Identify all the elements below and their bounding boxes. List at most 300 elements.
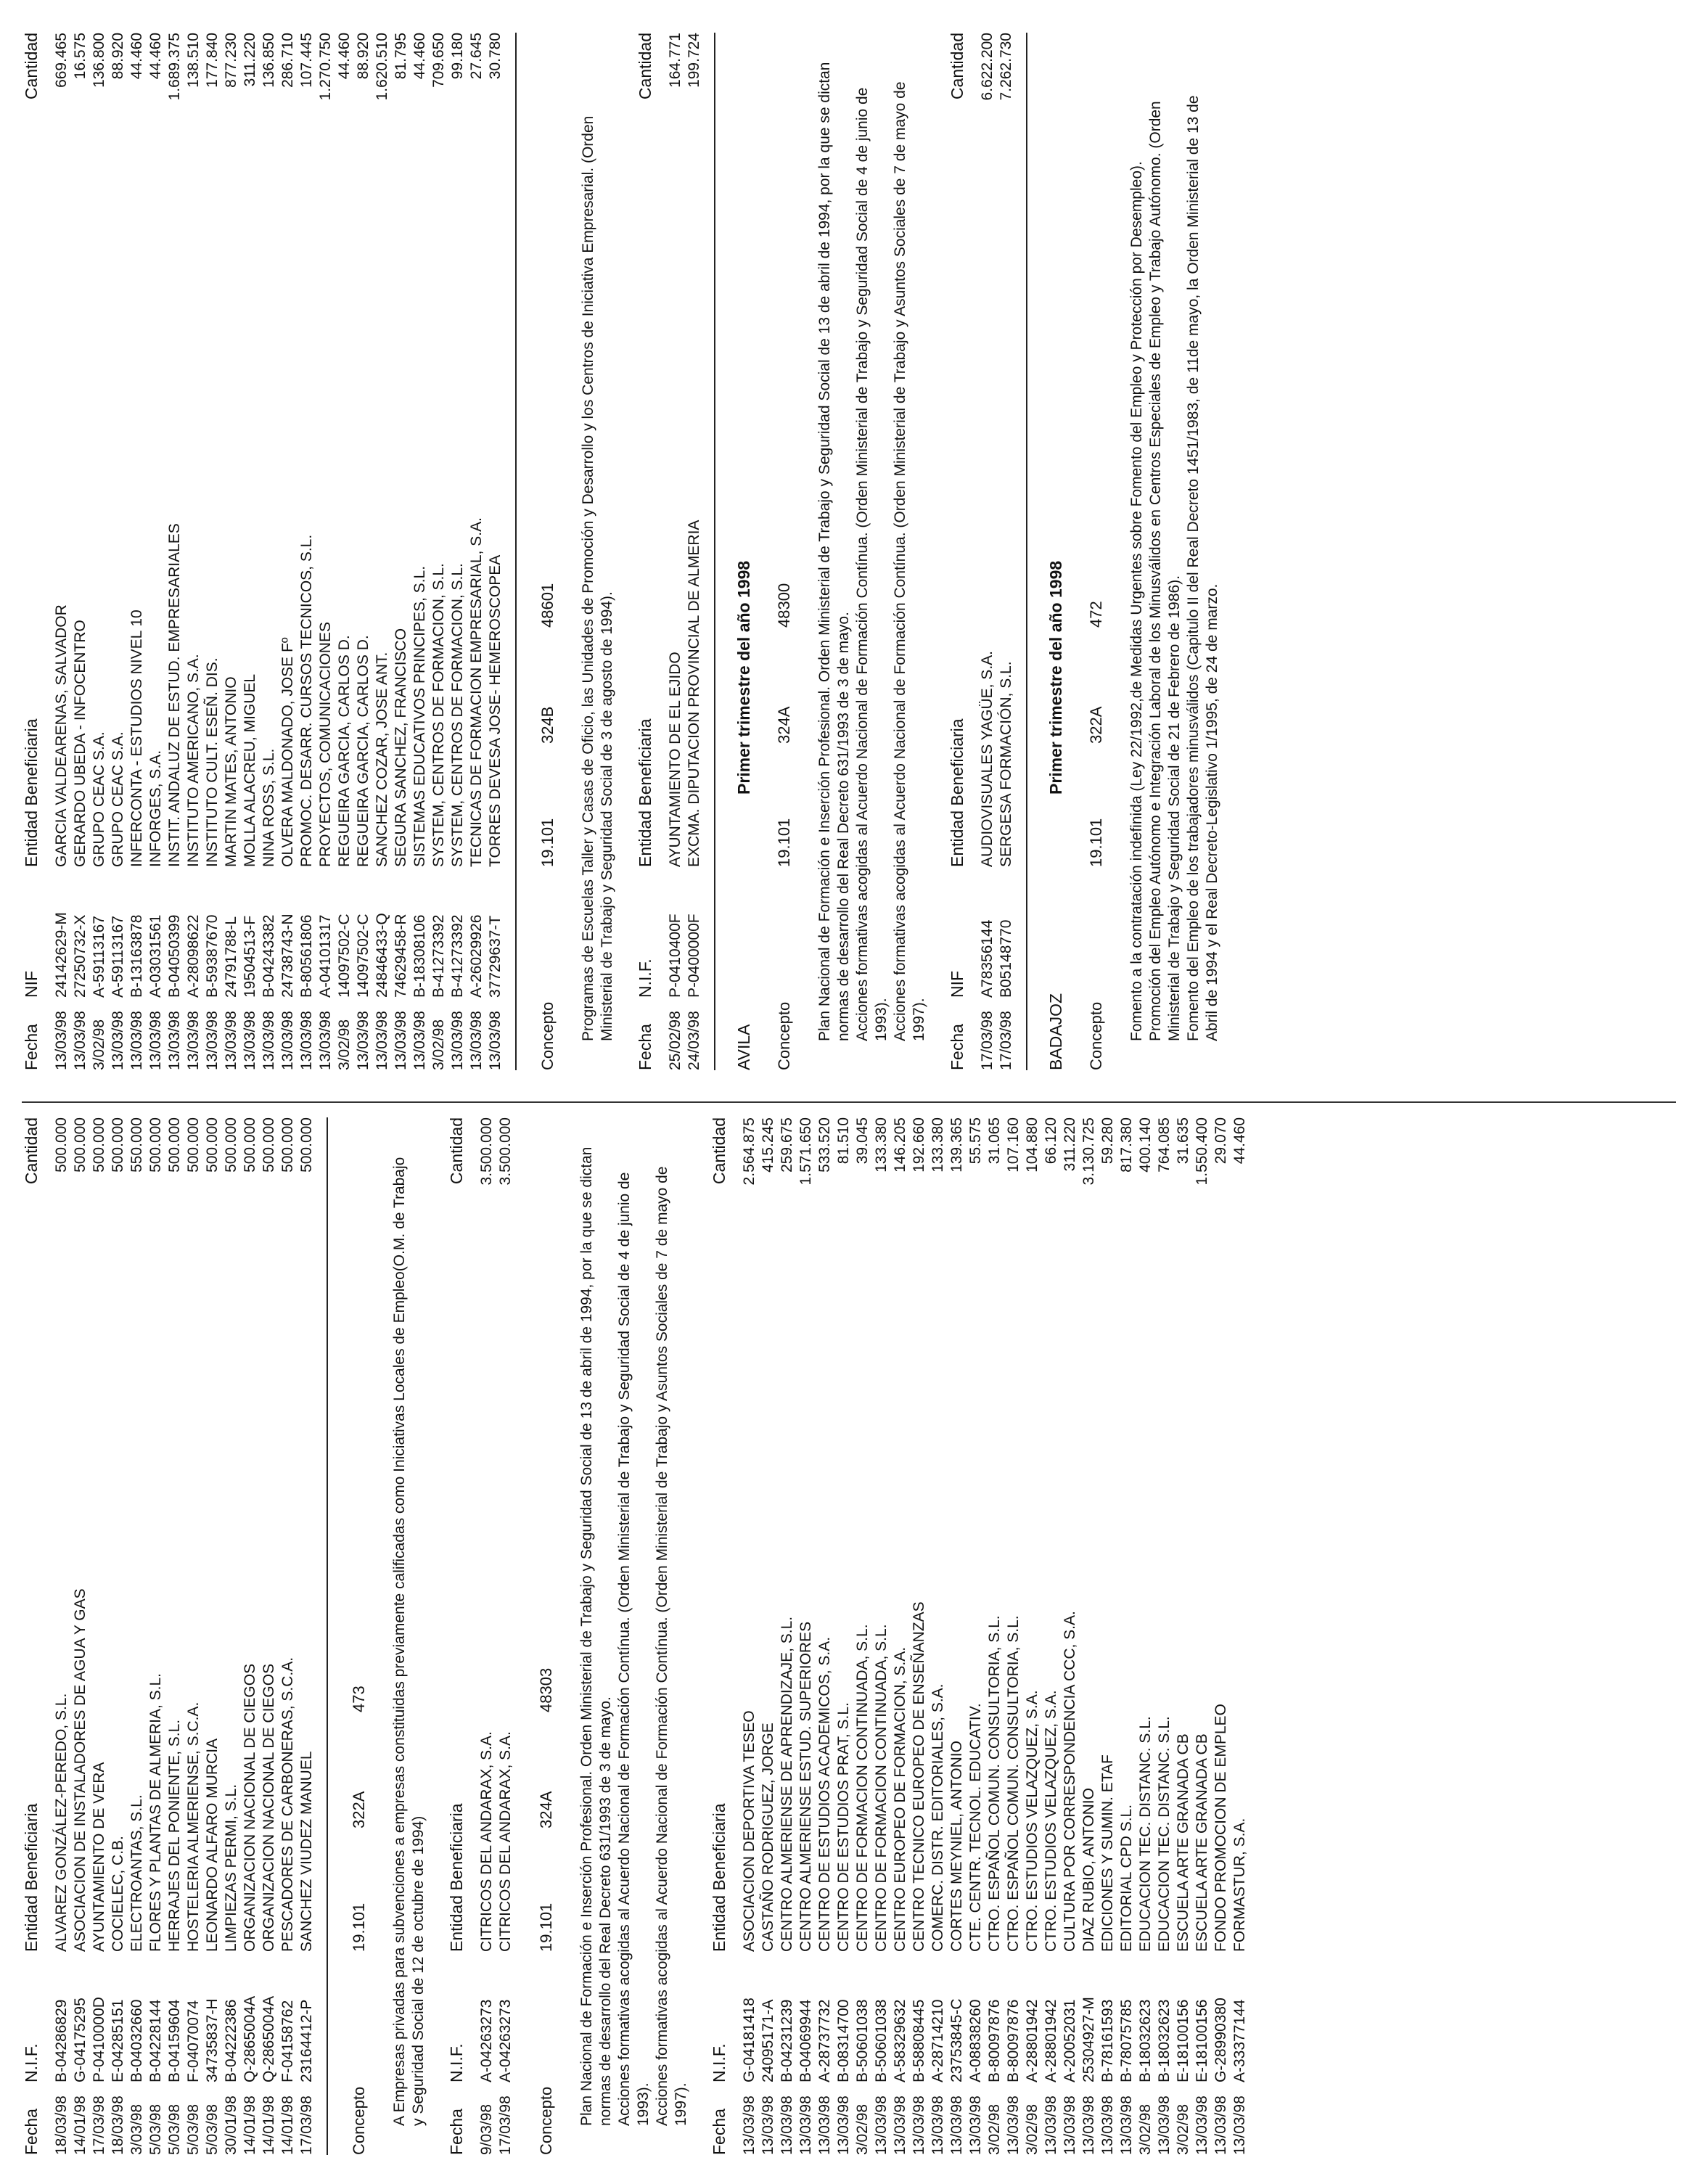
table-row <box>335 33 354 1070</box>
row-cantidad: 500.000 <box>91 1117 107 1173</box>
row-cantidad: 415.245 <box>760 1117 776 1173</box>
row-entidad: SANCHEZ VIUDEZ MANUEL <box>298 1751 315 1952</box>
table-header <box>22 33 41 1070</box>
concept-description <box>579 62 617 1041</box>
row-entidad: CTRO. ESPAÑOL COMUN. CONSULTORIA, S.L. <box>986 1615 1003 1952</box>
row-nif: E-04285151 <box>110 1999 126 2082</box>
row-fecha: 3/02/98 <box>1175 2103 1191 2155</box>
row-nif: P-0400000F <box>686 914 702 998</box>
row-nif: F-04070074 <box>185 2000 202 2082</box>
table-row <box>778 1117 797 2155</box>
concept-code: 472 <box>1087 601 1105 628</box>
concept-section: 19.101 <box>1087 818 1105 867</box>
table-row <box>740 1117 759 2155</box>
row-nif: B-04231239 <box>779 1999 795 2082</box>
row-nif: A-28801942 <box>1024 1999 1041 2082</box>
header-nif: N.I.F. <box>636 958 654 998</box>
row-entidad: CENTRO DE FORMACION CONTINUADA, S.L. <box>854 1624 871 1952</box>
row-nif: A-04263273 <box>497 1999 514 2082</box>
concept-section: 19.101 <box>538 818 557 867</box>
row-entidad: LEONARDO ALFARO MURCIA <box>204 1738 221 1952</box>
paragraph: Plan Nacional de Formación e Inserción Profesional. Orden Ministerial de Trabajo y Seguridad Social de 13 de abril de 1994, por la que se dictan normas de desarrollo del Real Decreto 631/1993 de 3 de mayo. <box>578 1146 614 2126</box>
row-cantidad: 709.650 <box>430 33 447 88</box>
table-row <box>354 33 373 1070</box>
row-cantidad: 30.780 <box>487 33 504 80</box>
row-entidad: SYSTEM, CENTROS DE FORMACION, S.L. <box>449 563 466 867</box>
concept-line <box>350 1117 369 2155</box>
table-body <box>978 33 1016 1070</box>
row-entidad: CENTRO DE ESTUDIOS ACADEMICOS, S.A. <box>816 1636 833 1952</box>
row-entidad: EDICIONES Y SUMIN. ETAF <box>1099 1754 1116 1952</box>
row-fecha: 13/03/98 <box>260 1011 277 1070</box>
row-nif: A-33377144 <box>1231 1999 1248 2082</box>
row-nif: 24846433-Q <box>374 913 390 998</box>
concept-code: 48601 <box>538 583 557 628</box>
row-entidad: ESCUELA ARTE GRANADA CB <box>1194 1733 1210 1952</box>
row-fecha: 13/03/98 <box>967 2095 984 2155</box>
row-cantidad: 59.280 <box>1099 1117 1116 1165</box>
row-fecha: 13/03/98 <box>166 1011 183 1070</box>
row-cantidad: 39.045 <box>854 1117 871 1165</box>
concept-line <box>775 33 794 1070</box>
table-row <box>297 1117 316 2155</box>
row-cantidad: 81.510 <box>835 1117 852 1165</box>
row-entidad: MARTIN MATES, ANTONIO <box>223 676 239 867</box>
table-row <box>997 33 1016 1070</box>
table-row <box>241 1117 260 2155</box>
row-fecha: 3/02/98 <box>854 2103 871 2155</box>
row-cantidad: 55.575 <box>967 1117 984 1165</box>
table-row <box>184 1117 203 2155</box>
concept-section: 19.101 <box>537 1902 555 1952</box>
row-cantidad: 44.460 <box>128 33 145 80</box>
table-body <box>666 33 704 1070</box>
table-row <box>90 33 109 1070</box>
concept-program: 322A <box>350 1791 368 1828</box>
table-header <box>636 33 654 1070</box>
row-fecha: 5/03/98 <box>185 2103 202 2155</box>
header-nif: N.I.F. <box>22 2043 41 2082</box>
row-fecha: 13/03/98 <box>147 1011 164 1070</box>
row-nif: B-04222386 <box>223 1999 239 2082</box>
table-row <box>411 33 430 1070</box>
table-row <box>853 1117 872 2155</box>
row-cantidad: 44.460 <box>147 33 164 80</box>
row-entidad: FONDO PROMOCION DE EMPLEO <box>1212 1704 1229 1952</box>
row-fecha: 13/03/98 <box>741 2095 758 2155</box>
row-nif: A-20052031 <box>1062 1999 1078 2082</box>
row-cantidad: 2.564.875 <box>741 1117 758 1186</box>
row-cantidad: 146.205 <box>892 1117 908 1173</box>
row-cantidad: 16.575 <box>72 33 89 80</box>
row-entidad: CTRO. ESPAÑOL COMUN. CONSULTORIA, S.L. <box>1005 1615 1022 1952</box>
row-cantidad: 764.085 <box>1156 1117 1173 1173</box>
row-cantidad: 286.710 <box>279 33 296 88</box>
row-fecha: 13/03/98 <box>487 1011 504 1070</box>
row-nif: 24791788-L <box>223 916 239 998</box>
row-nif: 24095171-A <box>760 1999 776 2082</box>
table-row <box>872 1117 891 2155</box>
row-cantidad: 192.660 <box>911 1117 927 1173</box>
row-fecha: 13/03/98 <box>374 1011 390 1070</box>
row-entidad: EDUCACION TEC. DISTANC. S.L. <box>1156 1716 1173 1952</box>
row-entidad: GERARDO UBEDA - INFOCENTRO <box>72 620 89 867</box>
table-row <box>241 33 260 1070</box>
row-entidad: CTRO. ESTUDIOS VELAZQUEZ, S.A. <box>1024 1690 1041 1952</box>
paragraph: Fomento a la contratación indefinida (Ley 22/1992,de Medidas Urgentes sobre Fomento del Empleo y Protección por Desempleo). <box>1128 161 1145 1041</box>
row-fecha: 13/03/98 <box>393 1011 409 1070</box>
row-fecha: 14/01/98 <box>242 2095 258 2155</box>
row-nif: E-18100156 <box>1194 1999 1210 2082</box>
row-entidad: GARCIA VALDEARENAS, SALVADOR <box>53 604 70 867</box>
row-fecha: 13/03/98 <box>929 2095 946 2155</box>
row-entidad: SANCHEZ COZAR, JOSE ANT. <box>374 652 390 867</box>
row-nif: 23753845-C <box>948 1998 965 2082</box>
row-nif: B-18032623 <box>1156 1999 1173 2082</box>
row-entidad: INSTITUTO AMERICANO, S.A. <box>185 654 202 867</box>
table-row <box>978 33 997 1070</box>
row-fecha: 13/03/98 <box>760 2095 776 2155</box>
row-nif: B-04069944 <box>797 1999 814 2082</box>
column-separator <box>22 1101 1676 1103</box>
row-nif: P-0410000D <box>91 1997 107 2082</box>
row-entidad: MOLLA ALACREU, MIGUEL <box>242 673 258 867</box>
row-cantidad: 104.880 <box>1024 1117 1041 1173</box>
row-nif: B-13163878 <box>128 914 145 998</box>
table-row <box>1231 1117 1249 2155</box>
header-nif: NIF <box>22 970 41 998</box>
row-fecha: 18/03/98 <box>110 2095 126 2155</box>
row-nif: B-50601038 <box>854 1999 871 2082</box>
table-body <box>740 1117 1249 2155</box>
row-entidad: ORGANIZACION NACIONAL DE CIEGOS <box>242 1663 258 1952</box>
row-nif: F-04158762 <box>279 2000 296 2082</box>
row-entidad: CENTRO DE FORMACION CONTINUADA, S.L. <box>873 1624 890 1952</box>
row-entidad: NINA ROSS, S.L. <box>260 748 277 867</box>
header-fecha: Fecha <box>22 2109 41 2155</box>
header-entidad: Entidad Beneficiaria <box>948 718 966 867</box>
row-cantidad: 550.000 <box>128 1117 145 1173</box>
row-nif: 34735837-H <box>204 1998 221 2082</box>
row-entidad: COCIELEC, C.B. <box>110 1836 126 1952</box>
table-row <box>467 33 486 1070</box>
header-nif: N.I.F. <box>447 2043 466 2082</box>
row-fecha: 13/03/98 <box>948 2095 965 2155</box>
row-entidad: AYUNTAMIENTO DE EL EJIDO <box>667 652 684 867</box>
row-cantidad: 66.120 <box>1043 1117 1059 1165</box>
row-fecha: 17/03/98 <box>497 2095 514 2155</box>
row-cantidad: 27.645 <box>468 33 485 80</box>
row-fecha: 5/03/98 <box>204 2103 221 2155</box>
row-fecha: 13/03/98 <box>355 1011 372 1070</box>
row-nif: A-26029926 <box>468 914 485 998</box>
row-cantidad: 29.070 <box>1212 1117 1229 1165</box>
row-cantidad: 400.140 <box>1137 1117 1154 1173</box>
row-nif: B-04050399 <box>166 914 183 998</box>
row-entidad: PROMOC. DESARR. CURSOS TECNICOS, S.L. <box>298 534 315 867</box>
row-entidad: GRUPO CEAC S.A. <box>91 731 107 867</box>
row-entidad: LIMPIEZAS PERMI, S.L. <box>223 1783 239 1952</box>
row-entidad: CENTRO TECNICO EUROPEO DE ENSEÑANZAS <box>911 1601 927 1952</box>
row-cantidad: 817.380 <box>1118 1117 1135 1173</box>
header-cantidad: Cantidad <box>22 1117 41 1185</box>
header-entidad: Entidad Beneficiaria <box>22 718 41 867</box>
concept-description <box>390 1146 428 2126</box>
row-nif: B05148770 <box>998 919 1014 998</box>
province-heading <box>1046 33 1065 1070</box>
province-period: Primer trimestre del año 1998 <box>1046 560 1065 795</box>
table-row <box>1174 1117 1193 2155</box>
row-entidad: ASOCIACION DE INSTALADORES DE AGUA Y GAS <box>72 1588 89 1952</box>
row-nif: 27250732-X <box>72 914 89 998</box>
row-cantidad: 6.622.200 <box>979 33 996 101</box>
table-row <box>279 33 297 1070</box>
row-entidad: PROYECTOS, COMUNICACIONES <box>317 622 334 867</box>
table-row <box>929 1117 948 2155</box>
row-cantidad: 533.520 <box>816 1117 833 1173</box>
table-row <box>1136 1117 1155 2155</box>
row-cantidad: 500.000 <box>53 1117 70 1173</box>
row-cantidad: 31.635 <box>1175 1117 1191 1165</box>
row-fecha: 13/03/98 <box>873 2095 890 2155</box>
row-entidad: INFERCONTA - ESTUDIOS NIVEL 10 <box>128 609 145 867</box>
concept-line <box>537 1117 556 2155</box>
row-nif: 37729637-T <box>487 915 504 998</box>
row-entidad: CENTRO DE ESTUDIOS PRAT, S.L. <box>835 1702 852 1952</box>
row-cantidad: 1.550.400 <box>1194 1117 1210 1186</box>
row-fecha: 13/03/98 <box>242 1011 258 1070</box>
row-cantidad: 199.724 <box>686 33 702 88</box>
table-row <box>1061 1117 1080 2155</box>
row-entidad: REGUEIRA GARCIA, CARLOS D. <box>336 635 353 867</box>
row-nif: A-28801942 <box>1043 1999 1059 2082</box>
header-cantidad: Cantidad <box>447 1117 466 1185</box>
row-cantidad: 3.500.000 <box>497 1117 514 1186</box>
header-entidad: Entidad Beneficiaria <box>22 1803 41 1952</box>
row-fecha: 9/03/98 <box>478 2103 495 2155</box>
table-row <box>52 33 71 1070</box>
concept-label: Concepto <box>1087 1001 1105 1070</box>
row-fecha: 13/03/98 <box>835 2095 852 2155</box>
row-entidad: EDITORIAL CPD S.L. <box>1118 1804 1135 1952</box>
row-nif: P-0410400F <box>667 914 684 998</box>
row-cantidad: 500.000 <box>166 1117 183 1173</box>
table-row <box>1080 1117 1099 2155</box>
concept-program: 324B <box>538 706 557 744</box>
table-body <box>52 1117 316 2155</box>
table-row <box>486 33 505 1070</box>
row-fecha: 13/03/98 <box>468 1011 485 1070</box>
concept-label: Concepto <box>350 2086 368 2155</box>
concept-label: Concepto <box>775 1001 793 1070</box>
concept-description <box>1128 62 1222 1041</box>
table-row <box>109 1117 128 2155</box>
table-row <box>1023 1117 1042 2155</box>
row-cantidad: 107.445 <box>298 33 315 88</box>
table-row <box>430 33 448 1070</box>
row-cantidad: 88.920 <box>355 33 372 80</box>
concept-section: 19.101 <box>350 1902 368 1952</box>
row-entidad: AUDIOVISUALES YAGÜE, S.A. <box>979 651 996 867</box>
province-name: BADAJOZ <box>1046 993 1065 1070</box>
row-cantidad: 99.180 <box>449 33 466 80</box>
row-cantidad: 164.771 <box>667 33 684 88</box>
row-nif: 14097502-C <box>355 914 372 998</box>
table-row <box>685 33 704 1070</box>
row-nif: B-78161593 <box>1099 1999 1116 2082</box>
row-entidad: AYUNTAMIENTO DE VERA <box>91 1762 107 1952</box>
table-row <box>147 1117 165 2155</box>
row-nif: 14097502-C <box>336 914 353 998</box>
row-fecha: 3/02/98 <box>1137 2103 1154 2155</box>
row-cantidad: 139.365 <box>948 1117 965 1173</box>
row-fecha: 13/03/98 <box>1212 2095 1229 2155</box>
row-fecha: 13/03/98 <box>779 2095 795 2155</box>
header-nif: N.I.F. <box>710 2043 729 2082</box>
row-fecha: 17/03/98 <box>298 2095 315 2155</box>
header-fecha: Fecha <box>636 1024 654 1070</box>
concept-program: 324A <box>537 1791 555 1828</box>
row-nif: 74629458-R <box>393 914 409 998</box>
row-nif: B-78075785 <box>1118 1999 1135 2082</box>
table-body <box>477 1117 515 2155</box>
divider <box>515 33 517 1070</box>
paragraph: Programas de Escuelas Taller y Casas de Oficio, las Unidades de Promoción y Desarrollo y los Centros de Iniciativa Empresarial. (Orden Ministerial de Trabajo y Seguridad Social de 3 de agosto de 1994). <box>580 115 615 1041</box>
row-fecha: 13/03/98 <box>411 1011 428 1070</box>
row-fecha: 13/03/98 <box>223 1011 239 1070</box>
table-row <box>71 33 90 1070</box>
row-fecha: 24/03/98 <box>686 1011 702 1070</box>
row-entidad: SEGURA SANCHEZ, FRANCISCO <box>393 628 409 867</box>
table-row <box>816 1117 834 2155</box>
row-nif: A-28714210 <box>929 1999 946 2082</box>
row-entidad: EXCMA. DIPUTACION PROVINCIAL DE ALMERIA <box>686 520 702 867</box>
province-heading <box>734 33 753 1070</box>
row-fecha: 18/03/98 <box>53 2095 70 2155</box>
row-entidad: SYSTEM, CENTROS DE FORMACION, S.L. <box>430 563 447 867</box>
divider <box>1026 33 1027 1070</box>
table-row <box>222 1117 241 2155</box>
paragraph: Acciones formativas acogidas al Acuerdo Nacional de Formación Contínua. (Orden Ministerial de Trabajo y Seguridad Social de 4 de junio de 1993). <box>616 1172 652 2126</box>
row-entidad: CENTRO EUROPEO DE FORMACION, S.A. <box>892 1646 908 1952</box>
row-entidad: INSTITUTO CULT. ESEÑ. DIS. <box>204 657 221 867</box>
row-nif: A-59113167 <box>91 916 107 998</box>
paragraph: Promoción del Empleo Autónomo e Integración Laboral de los Minusválidos en Centros Especiales de Empleo y Trabajo Autónomo. (Orden Ministerial de Trabajo y Seguridad Social de 21 de Febrero de 1986). <box>1147 101 1183 1041</box>
table-row <box>184 33 203 1070</box>
row-nif: Q-2865004A <box>260 1995 277 2082</box>
concept-code: 48303 <box>537 1667 555 1712</box>
table-row <box>373 33 392 1070</box>
row-nif: 25304927-M <box>1080 1997 1097 2082</box>
table-row <box>203 1117 222 2155</box>
table-row <box>966 1117 985 2155</box>
row-entidad: CTRO. ESTUDIOS VELAZQUEZ, S.A. <box>1043 1690 1059 1952</box>
row-fecha: 13/03/98 <box>1194 2095 1210 2155</box>
row-fecha: 13/03/98 <box>1080 2095 1097 2155</box>
table-row <box>71 1117 90 2155</box>
table-row <box>222 33 241 1070</box>
row-nif: B-08314700 <box>835 1999 852 2082</box>
row-nif: B-04159604 <box>166 1999 183 2082</box>
table-row <box>948 1117 966 2155</box>
row-fecha: 5/03/98 <box>147 2103 164 2155</box>
row-fecha: 30/01/98 <box>223 2095 239 2155</box>
concept-program: 322A <box>1087 706 1105 744</box>
row-entidad: REGUEIRA GARCIA, CARLOS D. <box>355 635 372 867</box>
table-row <box>448 33 467 1070</box>
table-row <box>910 1117 929 2155</box>
concept-description <box>578 1146 691 2126</box>
row-nif: A-59113167 <box>110 916 126 998</box>
concept-label: Concepto <box>537 2086 555 2155</box>
row-cantidad: 3.500.000 <box>478 1117 495 1186</box>
table-row <box>1099 1117 1117 2155</box>
table-row <box>297 33 316 1070</box>
row-nif: 24738743-N <box>279 914 296 998</box>
table-row <box>147 33 165 1070</box>
column-right <box>22 33 1676 1070</box>
row-cantidad: 259.675 <box>779 1117 795 1173</box>
row-entidad: PESCADORES DE CARBONERAS, S.C.A. <box>279 1657 296 1952</box>
row-nif: B-04228144 <box>147 1999 164 2082</box>
row-fecha: 13/03/98 <box>110 1011 126 1070</box>
row-entidad: CASTAÑO RODRIGUEZ, JORGE <box>760 1723 776 1952</box>
row-nif: A-08838260 <box>967 1999 984 2082</box>
row-fecha: 14/01/98 <box>260 2095 277 2155</box>
row-cantidad: 3.130.725 <box>1080 1117 1097 1186</box>
paragraph: Fomento del Empleo de los trabajadores minusválidos (Capitulo II del Real Decreto 1451/1983, de 11de mayo, la Orden Ministerial de 13 de Abril de 1994 y el Real Decreto-Legislativo 1/1995, de 24 de marzo. <box>1185 95 1220 1041</box>
row-nif: G-28990380 <box>1212 1998 1229 2082</box>
table-row <box>109 33 128 1070</box>
row-entidad: ESCUELA ARTE GRANADA CB <box>1175 1733 1191 1952</box>
row-nif: B-04032660 <box>128 1999 145 2082</box>
row-entidad: CENTRO ALMERIENSE DE APRENDIZAJE, S.L. <box>779 1616 795 1952</box>
paragraph: Acciones formativas acogidas al Acuerdo Nacional de Formación Contínua. (Orden Ministerial de Trabajo y Asuntos Sociales de 7 de mayo de 1997). <box>654 1166 689 2126</box>
header-cantidad: Cantidad <box>22 33 41 100</box>
row-fecha: 13/03/98 <box>1099 2095 1116 2155</box>
row-fecha: 13/03/98 <box>911 2095 927 2155</box>
row-cantidad: 500.000 <box>110 1117 126 1173</box>
row-nif: A-03031561 <box>147 914 164 998</box>
paragraph: Acciones formativas acogidas al Acuerdo Nacional de Formación Contínua. (Orden Ministerial de Trabajo y Asuntos Sociales de 7 de mayo de 1997). <box>892 81 927 1041</box>
row-cantidad: 500.000 <box>72 1117 89 1173</box>
concept-section: 19.101 <box>775 818 793 867</box>
row-cantidad: 500.000 <box>147 1117 164 1173</box>
header-fecha: Fecha <box>22 1024 41 1070</box>
row-fecha: 5/03/98 <box>166 2103 183 2155</box>
row-cantidad: 500.000 <box>185 1117 202 1173</box>
row-fecha: 13/03/98 <box>53 1011 70 1070</box>
table-header <box>447 1117 466 2155</box>
row-fecha: 13/03/98 <box>204 1011 221 1070</box>
concept-code: 48300 <box>775 583 793 628</box>
row-cantidad: 1.270.750 <box>317 33 334 101</box>
row-nif: B-80097876 <box>986 1999 1003 2082</box>
row-nif: B-80097876 <box>1005 1999 1022 2082</box>
table-row <box>1042 1117 1061 2155</box>
row-entidad: FORMASTUR, S.A. <box>1231 1818 1248 1952</box>
row-entidad: HOSTELERIA ALMERIENSE, S.C.A. <box>185 1701 202 1952</box>
row-entidad: OLVERA MALDONADO, JOSE Fº <box>279 637 296 867</box>
header-nif: NIF <box>948 970 966 998</box>
row-fecha: 13/03/98 <box>317 1011 334 1070</box>
row-cantidad: 877.230 <box>223 33 239 88</box>
table-row <box>891 1117 910 2155</box>
row-entidad: HERRAJES DEL PONIENTE, S.L. <box>166 1719 183 1952</box>
row-nif: Q-2865004A <box>242 1995 258 2082</box>
table-row <box>834 1117 853 2155</box>
header-entidad: Entidad Beneficiaria <box>447 1803 466 1952</box>
